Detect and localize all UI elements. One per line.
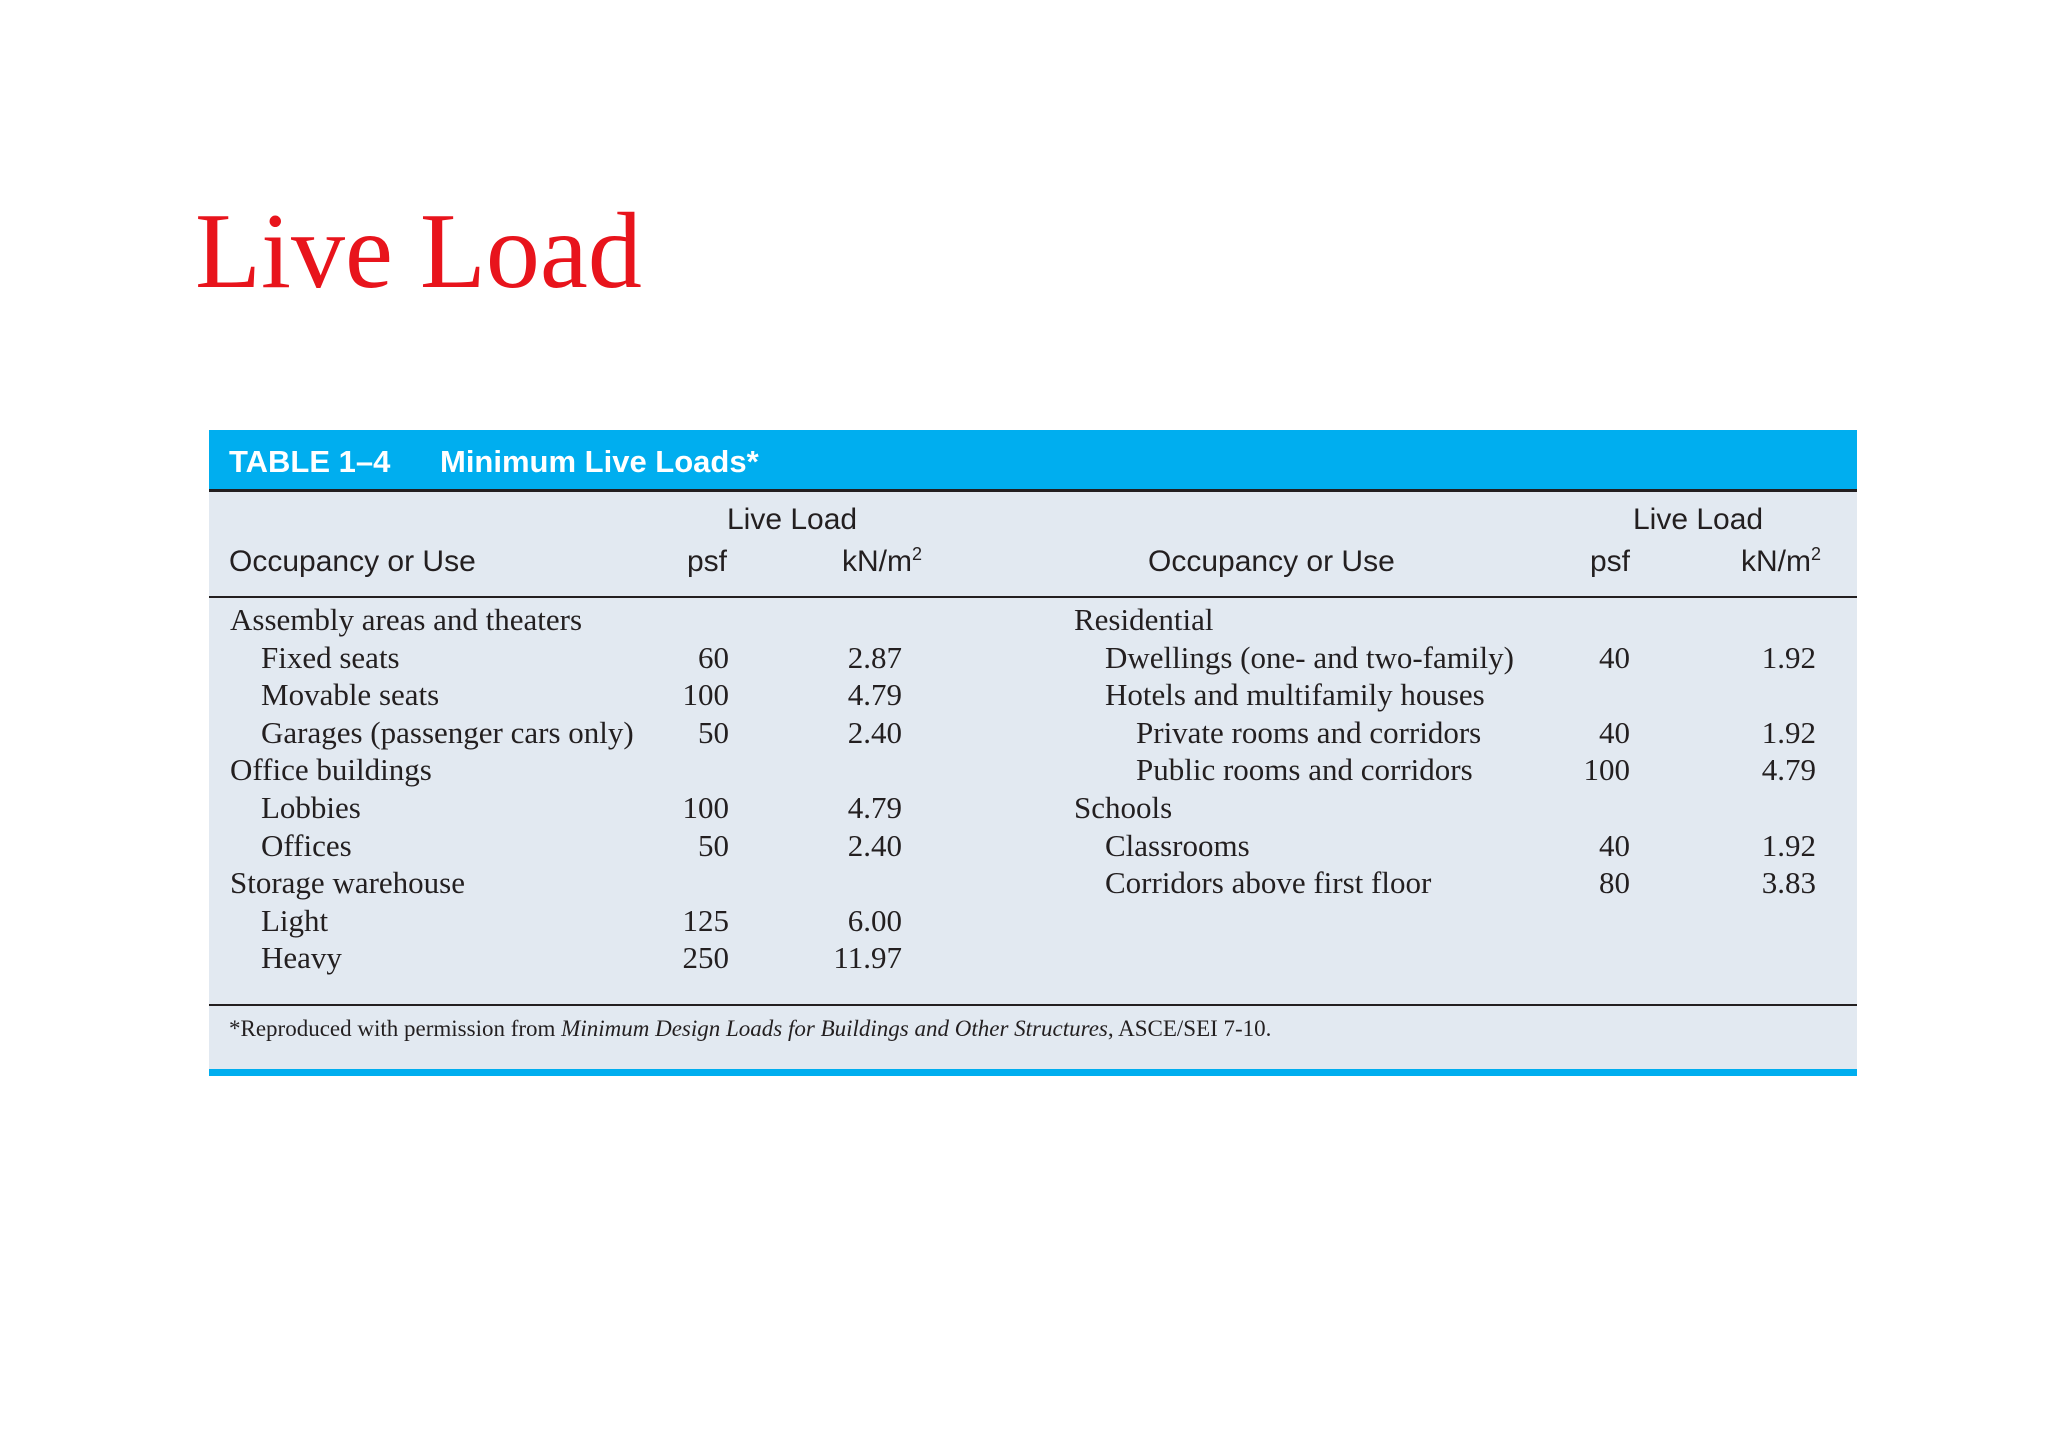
row-kn-value: 2.87 xyxy=(847,639,902,675)
row-kn-value: 4.79 xyxy=(847,677,902,713)
row-kn-value: 1.92 xyxy=(1761,827,1816,863)
row-kn-value: 1.92 xyxy=(1761,714,1816,750)
right-col-psf: psf xyxy=(1590,545,1631,578)
row-psf-value: 40 xyxy=(1599,639,1630,675)
row-kn-value: 2.40 xyxy=(847,714,902,750)
row-label: Fixed seats xyxy=(261,639,400,675)
row-label: Garages (passenger cars only) xyxy=(261,714,634,750)
header-rule xyxy=(209,489,1857,492)
left-col-kn: $kN/m^2$ xyxy=(842,544,923,578)
row-psf-value: 50 xyxy=(698,827,729,863)
row-label: Assembly areas and theaters xyxy=(230,602,583,637)
row-label: Lobbies xyxy=(261,790,361,825)
row-kn-value: 2.40 xyxy=(847,827,902,863)
right-group-header: Live Load xyxy=(1633,503,1764,536)
row-label: Office buildings xyxy=(230,752,432,788)
row-kn-value: 11.97 xyxy=(833,940,902,976)
row-label: Hotels and multifamily houses xyxy=(1105,677,1485,713)
row-label: Private rooms and corridors xyxy=(1136,714,1482,750)
right-col-kn: $kN/m^2$ xyxy=(1741,544,1822,578)
row-psf-value: 100 xyxy=(682,790,729,825)
column-header-rule xyxy=(209,596,1857,598)
row-psf-value: 100 xyxy=(682,677,729,713)
row-psf-value: 80 xyxy=(1599,865,1630,901)
live-load-table xyxy=(209,430,1857,1076)
left-group-header: Live Load xyxy=(727,503,858,536)
row-kn-value: 4.79 xyxy=(1761,752,1816,788)
row-label: Light xyxy=(261,902,329,938)
table-title: Minimum Live Loads* xyxy=(440,444,759,479)
row-label: Offices xyxy=(261,827,352,863)
left-col-occupancy: Occupancy or Use xyxy=(229,545,476,578)
row-label: Heavy xyxy=(261,940,342,976)
row-psf-value: 100 xyxy=(1583,752,1630,788)
row-label: Public rooms and corridors xyxy=(1136,752,1473,788)
row-label: Dwellings (one- and two-family) xyxy=(1105,639,1514,675)
table-bottom-bar xyxy=(209,1069,1857,1076)
row-label: Corridors above first floor xyxy=(1105,865,1432,901)
footnote: *Reproduced with permission from Minimum Design Loads for Buildings and Other Structures, ASCE/SEI 7-10. xyxy=(229,1016,1272,1041)
row-psf-value: 125 xyxy=(682,902,729,938)
row-kn-value: 6.00 xyxy=(847,902,902,938)
row-psf-value: 40 xyxy=(1599,714,1630,750)
row-psf-value: 250 xyxy=(682,940,729,976)
row-psf-value: 50 xyxy=(698,714,729,750)
row-psf-value: 60 xyxy=(698,639,729,675)
row-kn-value: 4.79 xyxy=(847,790,902,825)
right-col-occupancy: Occupancy or Use xyxy=(1148,545,1395,578)
row-label: Movable seats xyxy=(261,677,440,713)
row-label: Residential xyxy=(1074,602,1214,637)
table-number: TABLE 1–4 xyxy=(229,444,391,479)
row-label: Storage warehouse xyxy=(230,865,465,901)
left-col-psf: psf xyxy=(687,545,728,578)
row-psf-value: 40 xyxy=(1599,827,1630,863)
row-kn-value: 1.92 xyxy=(1761,639,1816,675)
table-header-bar xyxy=(209,430,1857,489)
row-kn-value: 3.83 xyxy=(1761,865,1816,901)
row-label: Schools xyxy=(1074,790,1173,825)
slide-title: Live Load xyxy=(195,192,642,311)
row-label: Classrooms xyxy=(1105,827,1250,863)
footnote-rule xyxy=(209,1004,1857,1006)
